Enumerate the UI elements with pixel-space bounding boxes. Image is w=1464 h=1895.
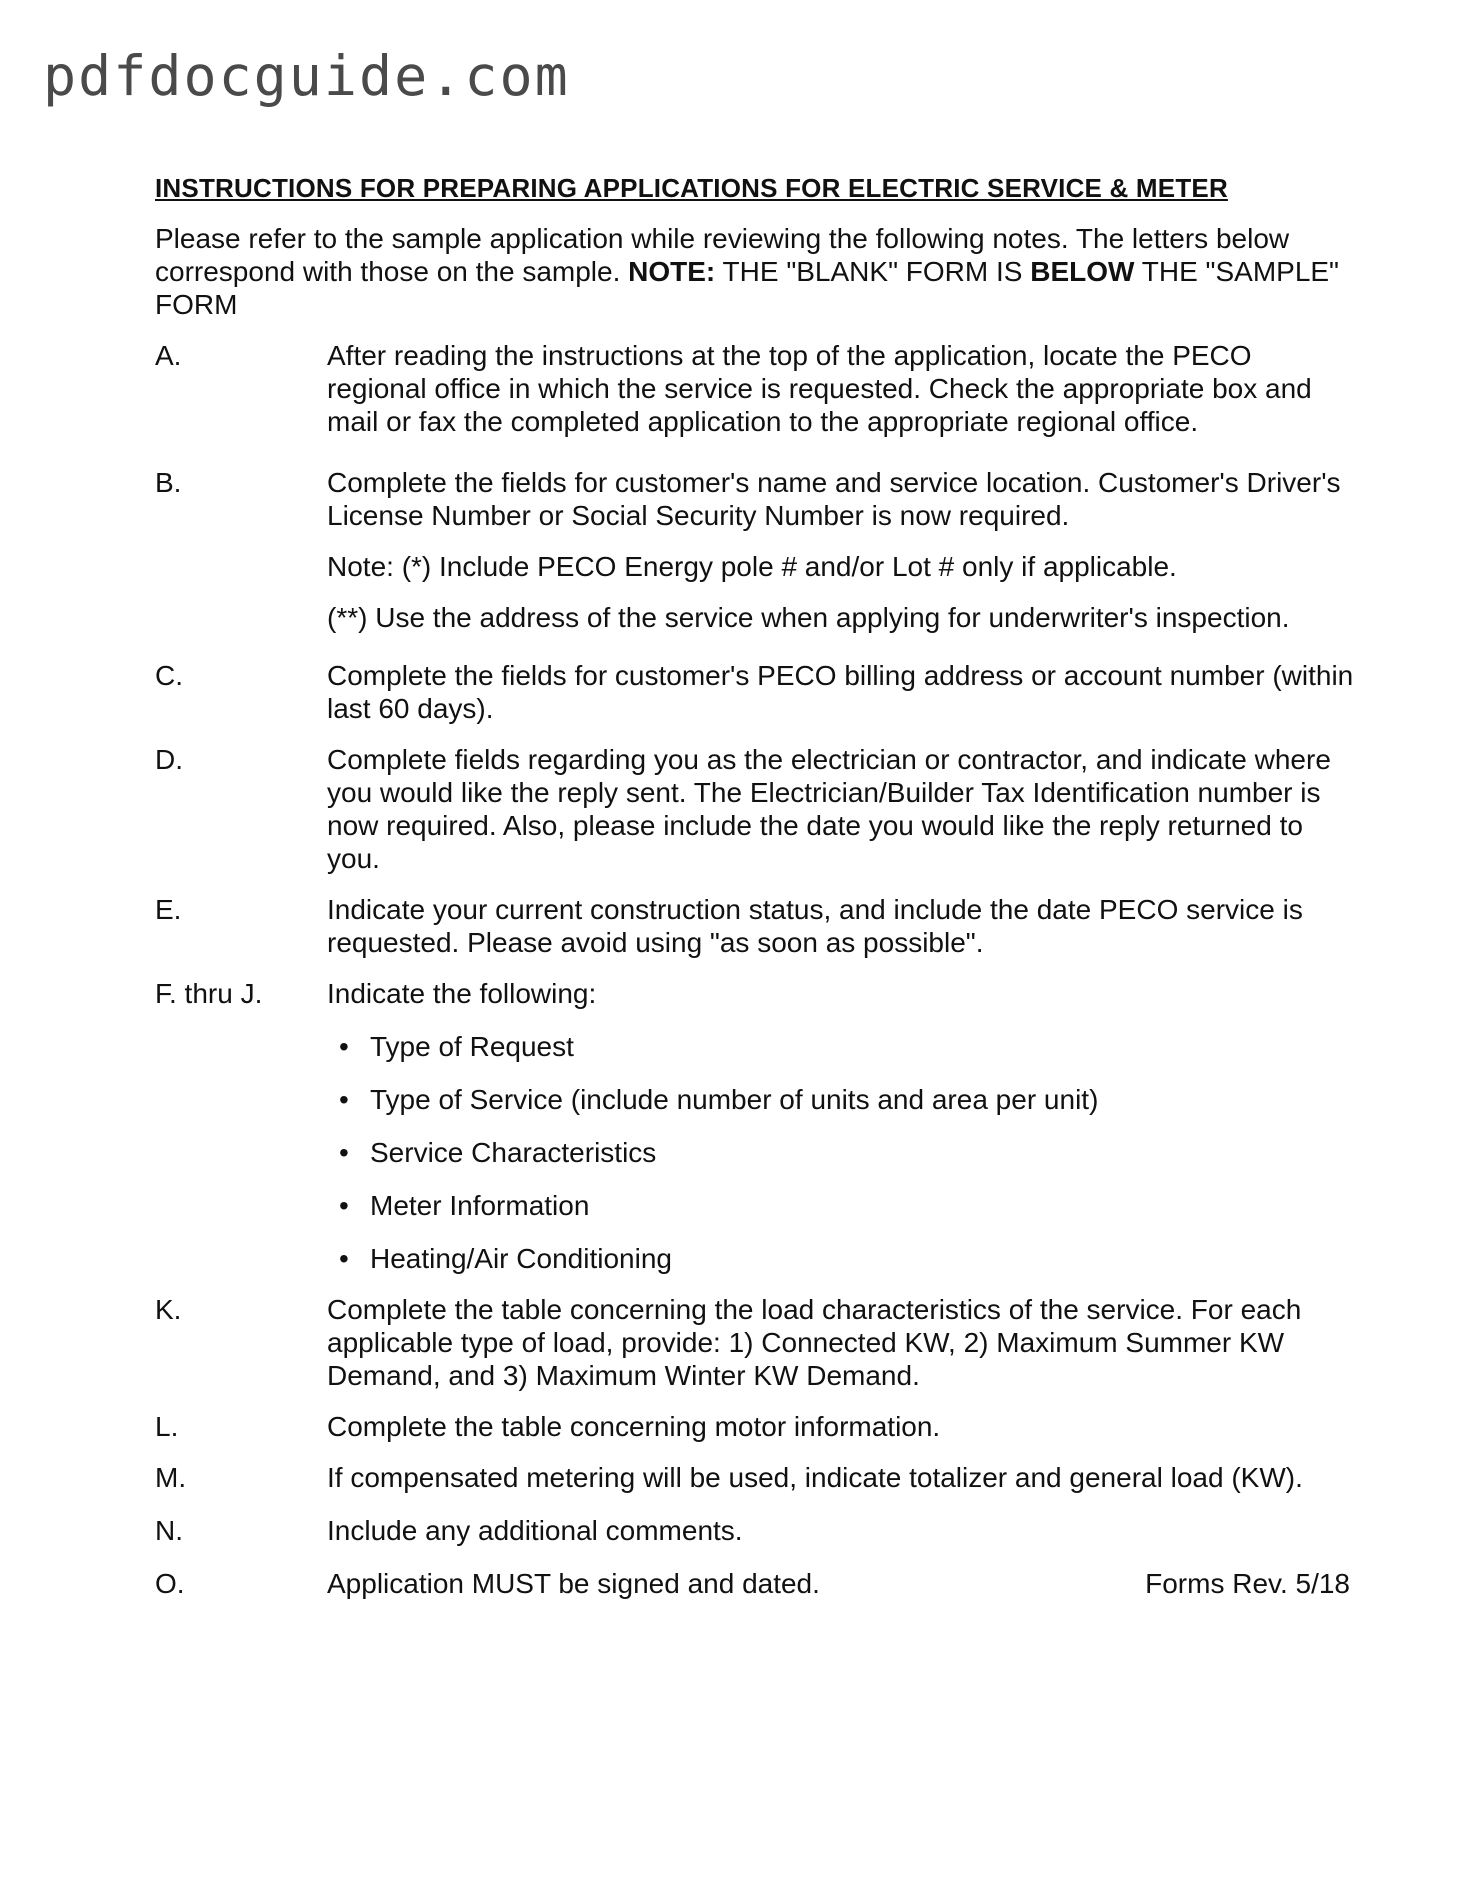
item-letter: O. [155, 1568, 185, 1599]
item-letter: L. [155, 1411, 179, 1442]
intro-text-1: Please refer to the sample application while reviewing the following notes. The letters below correspond with those on the sample. [155, 223, 1290, 287]
list-item-label: Meter Information [370, 1190, 590, 1221]
item-text: If compensated metering will be used, indicate totalizer and general load (KW). [327, 1462, 1303, 1493]
list-item-label: Service Characteristics [370, 1137, 657, 1168]
instruction-m [155, 1461, 1355, 1494]
item-text: Complete the table concerning motor information. [327, 1411, 941, 1442]
item-text: Complete the table concerning the load characteristics of the service. For each applicable type of load, provide: 1) Connected KW, 2) Maximum Summer KW Demand, and 3) Maximum Winter KW Demand. [327, 1294, 1302, 1391]
instruction-d [155, 743, 1355, 875]
item-letter: K. [155, 1294, 182, 1325]
list-item [327, 1189, 1355, 1222]
item-letter: M. [155, 1462, 187, 1493]
instruction-n [155, 1514, 1355, 1547]
list-item [327, 1242, 1355, 1275]
instruction-f-thru-j [155, 977, 1355, 1275]
list-item-label: Heating/Air Conditioning [370, 1243, 672, 1274]
instruction-k [155, 1293, 1355, 1392]
bullet-list [327, 1030, 1355, 1275]
intro-text-2: THE "BLANK" FORM IS [715, 256, 1031, 287]
item-text: Complete fields regarding you as the electrician or contractor, and indicate where you would like the reply sent. The Electrician/Builder Tax Identification number is now required. Also, please include the date you would like the reply returned to you. [327, 744, 1331, 874]
item-letter: E. [155, 894, 182, 925]
watermark-logo: pdfdocguide.com [43, 44, 570, 108]
note-underwriter: (**) Use the address of the service when applying for underwriter's inspection. [327, 602, 1290, 633]
item-letter: F. thru J. [155, 978, 263, 1009]
list-item [327, 1083, 1355, 1116]
intro-paragraph [155, 222, 1355, 321]
item-letter: D. [155, 744, 183, 775]
note-pole-lot: Note: (*) Include PECO Energy pole # and/or Lot # only if applicable. [327, 551, 1177, 582]
list-item [327, 1136, 1355, 1169]
item-text: Indicate your current construction status, and include the date PECO service is requested. Please avoid using "as soon as possible". [327, 894, 1303, 958]
list-item [327, 1030, 1355, 1063]
item-text: Application MUST be signed and dated. [327, 1568, 820, 1599]
item-letter: N. [155, 1515, 183, 1546]
note-label: NOTE: [628, 256, 716, 287]
instruction-a [155, 339, 1355, 438]
list-item-label: Type of Request [370, 1031, 574, 1062]
item-letter: B. [155, 467, 182, 498]
item-letter: C. [155, 660, 183, 691]
item-letter: A. [155, 340, 182, 371]
form-revision: Forms Rev. 5/18 [1145, 1568, 1350, 1599]
list-item-label: Type of Service (include number of units and area per unit) [370, 1084, 1099, 1115]
page-title: INSTRUCTIONS FOR PREPARING APPLICATIONS FOR ELECTRIC SERVICE & METER [155, 173, 1228, 203]
instruction-l [155, 1410, 1355, 1443]
instruction-b [155, 466, 1355, 634]
bullet-icon: • [339, 1031, 349, 1062]
item-text: Complete the fields for customer's PECO billing address or account number (within last 60 days). [327, 660, 1354, 724]
bullet-icon: • [339, 1243, 349, 1274]
intro-text-3: THE "SAMPLE" FORM [155, 256, 1339, 320]
below-label: BELOW [1030, 256, 1135, 287]
item-text: Include any additional comments. [327, 1515, 743, 1546]
item-text: Complete the fields for customer's name and service location. Customer's Driver's License Number or Social Security Number is now required. [327, 467, 1341, 531]
document-body [155, 172, 1355, 1600]
item-text: After reading the instructions at the top of the application, locate the PECO regional office in which the service is requested. Check the appropriate box and mail or fax the completed application to the appropriate regional office. [327, 340, 1312, 437]
instruction-o [155, 1567, 1350, 1600]
bullet-icon: • [339, 1137, 349, 1168]
instruction-e [155, 893, 1355, 959]
bullet-icon: • [339, 1084, 349, 1115]
instruction-c [155, 659, 1355, 725]
bullet-icon: • [339, 1190, 349, 1221]
item-text: Indicate the following: [327, 978, 597, 1009]
